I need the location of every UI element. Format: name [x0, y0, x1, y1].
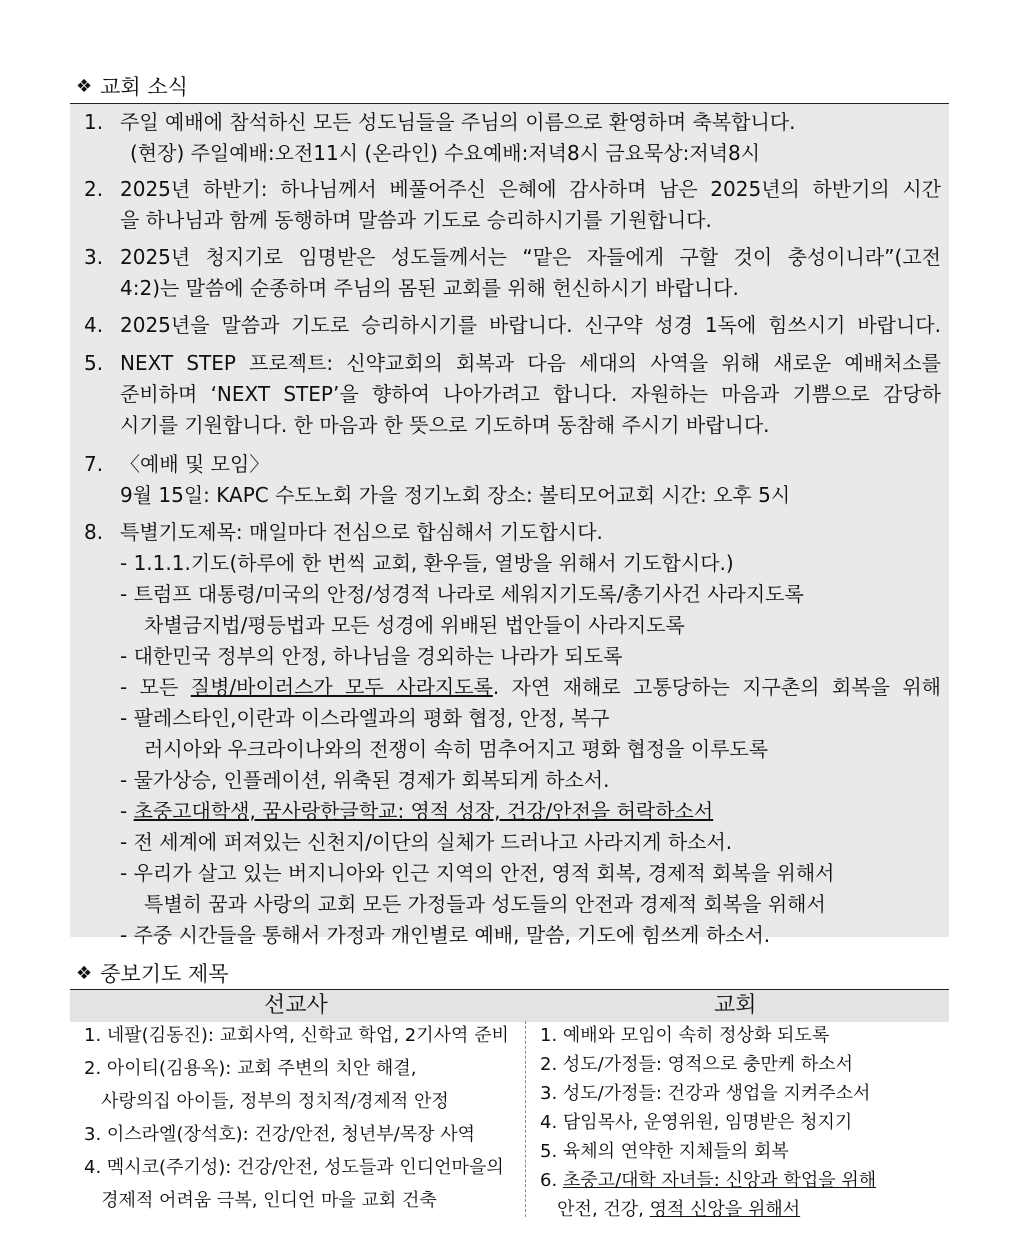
missionary-row: 경제적 어려움 극복, 인디언 마을 교회 건축	[84, 1190, 437, 1211]
prayer-text: -	[120, 799, 134, 823]
item-line: 2025년 청지기로 임명받은 성도들께서는 “맡은 자들에게 구할 것이 충성이니라”(고전	[120, 245, 941, 269]
prayer-line	[120, 796, 941, 827]
prayer-line: - 대한민국 정부의 안정, 하나님을 경외하는 나라가 되도록	[120, 644, 623, 668]
item-line: 〈예배 및 모임〉	[120, 452, 270, 476]
item-number: 4.	[84, 313, 104, 337]
missionary-header: 선교사	[264, 993, 328, 1018]
item-line: 2025년을 말씀과 기도로 승리하시기를 바랍니다. 신구약 성경 1독에 힘쓰시기 바랍니다.	[120, 313, 941, 337]
intercession-title: 중보기도 제목	[100, 962, 229, 986]
intercession-section-title	[76, 961, 229, 987]
item-number: 7.	[84, 452, 104, 476]
item-line: 2025년 하반기: 하나님께서 베풀어주신 은혜에 감사하며 남은 2025년의 하반기의 시간	[120, 177, 941, 201]
prayer-text: . 자연 재해로 고통당하는 지구촌의 회복을 위해	[492, 675, 941, 699]
church-row-underlined: 초중고/대학 자녀들: 신앙과 학업을 위해	[562, 1170, 877, 1191]
news-box	[70, 104, 949, 947]
intercession-table-header	[70, 989, 949, 1022]
missionary-row: 3. 이스라엘(장석호): 건강/안전, 청년부/목장 사역	[84, 1124, 476, 1145]
item-line: 4:2)는 말씀에 순종하며 주님의 몸된 교회를 위해 헌신하시기 바랍니다.	[120, 276, 739, 300]
item-line: 을 하나님과 함께 동행하며 말씀과 기도로 승리하시기를 기원합니다.	[120, 208, 712, 232]
item-line: 시기를 기원합니다. 한 마음과 한 뜻으로 기도하며 동참해 주시기 바랍니다.	[120, 413, 770, 437]
item-line: (현장) 주일예배:오전11시 (온라인) 수요예배:저녁8시 금요묵상:저녁8시	[130, 141, 761, 165]
church-row	[540, 1166, 945, 1195]
prayer-line: 러시아와 우크라이나와의 전쟁이 속히 멈추어지고 평화 협정을 이루도록	[144, 737, 769, 761]
diamond-bullet-icon: ❖	[76, 963, 93, 984]
prayer-line: - 전 세계에 퍼져있는 신천지/이단의 실체가 드러나고 사라지게 하소서.	[120, 830, 733, 854]
prayer-line	[120, 672, 941, 703]
church-row: 5. 육체의 연약한 지체들의 회복	[540, 1141, 789, 1162]
item-line: 9월 15일: KAPC 수도노회 가을 정기노회 장소: 볼티모어교회 시간: 오후 5시	[120, 483, 791, 507]
item-number: 2.	[84, 177, 104, 201]
church-row	[540, 1195, 945, 1224]
news-section-title	[76, 74, 188, 100]
item-line: NEXT STEP 프로젝트: 신약교회의 회복과 다음 세대의 사역을 위해 새로운 예배처소를	[120, 351, 941, 375]
prayer-line: - 1.1.1.기도(하루에 한 번씩 교회, 환우들, 열방을 위해서 기도합시다.)	[120, 551, 734, 575]
item-number: 1.	[84, 110, 104, 134]
item-number: 3.	[84, 245, 104, 269]
church-row-text: 안전, 건강,	[540, 1199, 650, 1220]
prayer-line: - 물가상승, 인플레이션, 위축된 경제가 회복되게 하소서.	[120, 768, 610, 792]
item-number: 8.	[84, 520, 104, 544]
item-line: 준비하며 ‘NEXT STEP’을 향하여 나아가려고 합니다. 자원하는 마음과 기쁨으로 감당하	[120, 382, 941, 406]
church-row: 2. 성도/가정들: 영적으로 충만케 하소서	[540, 1054, 854, 1075]
prayer-line: - 주중 시간들을 통해서 가정과 개인별로 예배, 말씀, 기도에 힘쓰게 하소서.	[120, 923, 771, 947]
missionary-row: 사랑의집 아이들, 정부의 정치적/경제적 안정	[84, 1091, 449, 1112]
prayer-line: 특별히 꿈과 사랑의 교회 모든 가정들과 성도들의 안전과 경제적 회복을 위해서	[144, 892, 826, 916]
news-title: 교회 소식	[100, 75, 188, 99]
church-row: 1. 예배와 모임이 속히 정상화 되도록	[540, 1025, 830, 1046]
prayer-line: - 트럼프 대통령/미국의 안정/성경적 나라로 세워지기도록/총기사건 사라지도록	[120, 582, 804, 606]
prayer-text-underlined: 질병/바이러스가 모두 사라지도록	[190, 675, 493, 699]
prayer-heading: 특별기도제목: 매일마다 전심으로 합심해서 기도합시다.	[120, 520, 603, 544]
prayer-line: 차별금지법/평등법과 모든 성경에 위배된 법안들이 사라지도록	[144, 613, 685, 637]
church-row-underlined: 영적 신앙을 위해서	[649, 1199, 801, 1220]
church-header: 교회	[714, 993, 757, 1018]
prayer-text: - 모든	[120, 675, 191, 699]
item-line: 주일 예배에 참석하신 모든 성도님들을 주님의 이름으로 환영하며 축복합니다.	[120, 110, 796, 134]
prayer-line: - 팔레스타인,이란과 이스라엘과의 평화 협정, 안정, 복구	[120, 706, 610, 730]
missionary-row: 4. 멕시코(주기성): 건강/안전, 성도들과 인디언마을의	[84, 1157, 504, 1178]
diamond-bullet-icon: ❖	[76, 76, 93, 97]
church-row: 3. 성도/가정들: 건강과 생업을 지켜주소서	[540, 1083, 871, 1104]
missionary-column	[84, 1021, 520, 1219]
column-divider	[525, 1021, 526, 1217]
missionary-row: 1. 네팔(김동진): 교회사역, 신학교 학업, 2기사역 준비	[84, 1025, 509, 1046]
prayer-line: - 우리가 살고 있는 버지니아와 인근 지역의 안전, 영적 회복, 경제적 회복을 위해서	[120, 861, 835, 885]
missionary-row: 2. 아이티(김용옥): 교회 주변의 치안 해결,	[84, 1058, 417, 1079]
church-row-text: 6.	[540, 1170, 563, 1191]
prayer-text-underlined: 초중고대학생, 꿈사랑한글학교: 영적 성장, 건강/안전을 허락하소서	[133, 799, 714, 823]
church-column	[540, 1021, 945, 1224]
item-number: 5.	[84, 351, 104, 375]
church-row: 4. 담임목사, 운영위원, 임명받은 청지기	[540, 1112, 853, 1133]
